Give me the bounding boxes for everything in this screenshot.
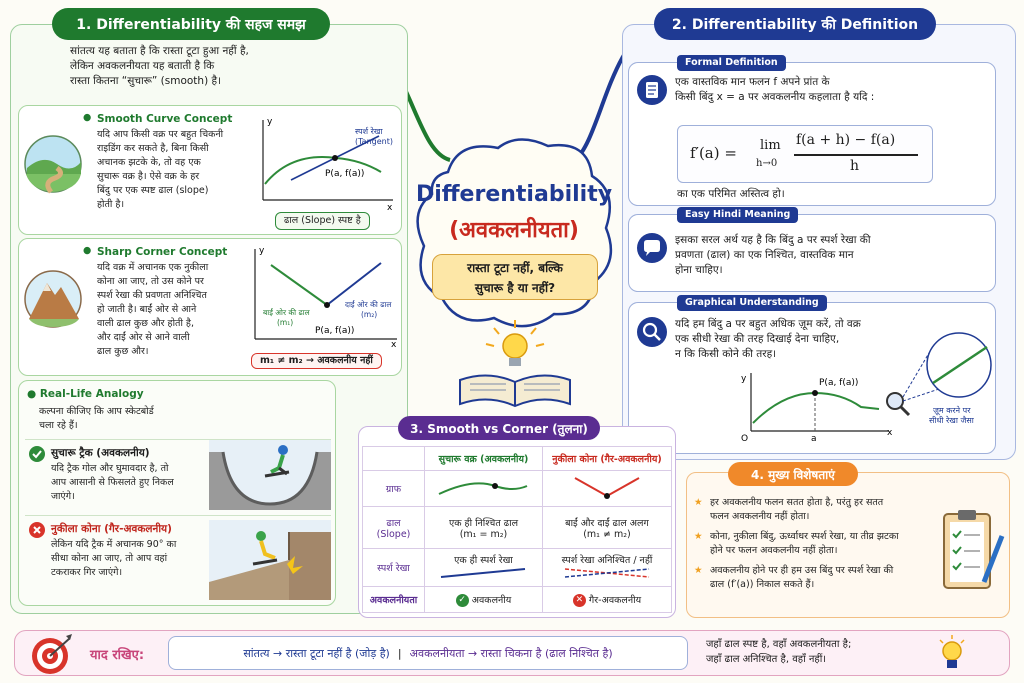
remember-part2: अवकलनीयता → रास्ता चिकना है (ढाल निश्चित है) [409,646,613,660]
svg-text:(m₂): (m₂) [361,310,378,319]
feature-list [694,496,934,592]
remember-box [168,636,688,670]
crossed-tangent-lines [557,566,657,580]
svg-text:स्पर्श रेखा: स्पर्श रेखा [355,127,383,136]
svg-text:P(a, f(a)): P(a, f(a)) [315,326,355,336]
good-track-title: सुचारू ट्रैक (अवकलनीय) [51,447,150,459]
svg-text:ज़ूम करने पर: ज़ूम करने पर [933,406,971,415]
svg-text:x: x [391,340,397,349]
star-icon: ★ [694,565,703,576]
svg-text:x: x [887,428,893,438]
analogy-intro: कल्पना कीजिए कि आप स्केटबोर्ड चला रहे हैं। [39,406,154,431]
formal-after: का एक परिमित अस्तित्व हो। [677,188,785,200]
remember-sep: | [397,646,402,660]
mountain-icon [23,269,83,329]
bad-track-item [25,515,331,603]
section2-heading: 2. Differentiability की Definition [654,8,936,40]
formula-denominator: h [850,158,860,174]
good-track-text: यदि ट्रैक गोल और घुमावदार है, तो आप आसानी से फिसलते हुए निकल जाएंगे। [51,463,174,502]
analogy-box [18,380,336,606]
feature-item: ★ हर अवकलनीय फलन सतत होता है, परंतु हर सतत फलन अवकलनीय नहीं होता। [694,497,884,522]
sharp-graph [241,243,401,349]
cross-circle-icon [29,522,45,538]
smooth-title: Smooth Curve Concept [97,113,233,125]
cell-slope-corner: बाईं और दाईं ढाल अलग (m₁ ≠ m₂) [542,507,671,549]
cell-graph-smooth [425,471,543,507]
cross-icon: ✕ [573,594,586,607]
cell-tangent-corner: स्पर्श रेखा अनिश्चित / नहीं [542,549,671,587]
center-question: रास्ता टूटा नहीं, बल्कि सुचारू है या नहीं? [432,254,598,300]
sharp-corner-box [18,238,402,376]
svg-text:(m₁): (m₁) [277,318,294,327]
formula-lhs: f′(a) = [690,144,737,162]
single-tangent-line [433,566,533,580]
formal-definition-box [628,57,996,206]
zoom-graph [737,327,995,451]
bad-track-text: लेकिन यदि ट्रैक में अचानक 90° का सीधा कोना आ जाए, तो आप वहां टकराकर गिर जाएंगे। [51,539,177,578]
hindi-meaning-box [628,209,996,292]
sharp-text: यदि वक्र में अचानक एक नुकीला कोना आ जाए, तो उस कोने पर स्पर्श रेखा की प्रवणता अनिश्चित हो जाती है। बाईं ओर से आने वाली ढाल कुछ और होती है, और दाईं ओर से आने वाली ढाल कुछ और। [97,262,209,357]
svg-text:y: y [741,374,747,384]
sharp-caption: m₁ ≠ m₂ → अवकलनीय नहीं [251,353,382,369]
remember-part1: सांतत्य → रास्ता टूटा नहीं है (जोड़ है) [243,646,390,660]
smooth-text: यदि आप किसी वक्र पर बहुत चिकनी राइडिंग कर सकते है, बिना किसी अचानक झटके के, तो वह एक सुचारू वक्र है। ऐसे वक्र के हर बिंदु पर एक स्पष्ट ढाल (slope) होती है। [97,129,224,210]
row-tangent: स्पर्श रेखा [363,549,425,587]
corner-mini-graph [557,474,657,500]
section3-heading: 3. Smooth vs Corner (तुलना) [398,416,600,440]
svg-text:x: x [387,203,393,212]
section4-heading: 4. मुख्य विशेषताएं [728,462,858,486]
col-smooth: सुचारू वक्र (अवकलनीय) [425,447,543,471]
target-icon [30,632,74,676]
graphical-box [628,297,996,454]
remember-right: जहाँ ढाल स्पष्ट है, वहाँ अवकलनीयता है; जहाँ ढाल अनिश्चित है, वहाँ नहीं। [706,639,852,665]
formula-fraction-bar [794,154,918,156]
section1-intro: सांतत्य यह बताता है कि रास्ता टूटा हुआ नहीं है, लेकिन अवकलनीयता यह बताती है कि रास्ता कितना “सुचारू” (smooth) है। [70,45,249,87]
document-icon [637,75,667,105]
graphical-title: Graphical Understanding [677,295,827,311]
sharp-bullet: ● [83,245,92,256]
row-diff: अवकलनीयता [363,587,425,613]
check-icon: ✓ [456,594,469,607]
center-title-en: Differentiability [415,182,613,207]
formal-title: Formal Definition [677,55,786,71]
smooth-mini-graph [433,474,533,500]
smooth-graph [251,112,399,212]
magnifier-icon [637,317,667,347]
sharp-title: Sharp Corner Concept [97,246,228,258]
chat-bubble-icon [637,233,667,263]
svg-text:दाईं ओर की ढाल: दाईं ओर की ढाल [345,300,392,309]
graphical-text: यदि हम बिंदु a पर बहुत अधिक ज़ूम करें, तो वक्र एक सीधी रेखा की तरह दिखाई देना चाहिए, न कि किसी कोने की तरह। [675,318,861,360]
feature-item: ★ कोना, नुकीला बिंदु, ऊर्ध्वाधर स्पर्श रेखा, या तीव्र झटका होने पर फलन अवकलनीय नहीं होता। [694,531,899,556]
formula-lim: lim [760,138,781,153]
star-icon: ★ [694,497,703,508]
cell-slope-smooth: एक ही निश्चित ढाल (m₁ = m₂) [425,507,543,549]
smooth-curve-box [18,105,402,235]
cell-diff-corner: ✕ गैर-अवकलनीय [542,587,671,613]
svg-text:(Tangent): (Tangent) [355,137,393,146]
smooth-bullet: ● [83,112,92,123]
section1-heading: 1. Differentiability की सहज समझ [52,8,330,40]
svg-text:y: y [267,117,273,127]
bad-track-title: नुकीला कोना (गैर-अवकलनीय) [51,523,172,535]
hindi-text: इसका सरल अर्थ यह है कि बिंदु a पर स्पर्श रेखा की प्रवणता (ढाल) का एक निश्चित, वास्तविक मान होना चाहिए। [675,234,871,276]
row-slope: ढाल (Slope) [363,507,425,549]
comparison-table [362,446,672,614]
formula-box [677,125,933,183]
book-bulb-icon [454,318,576,410]
halfpipe-skater-image [209,440,331,510]
lightbulb-icon [934,634,970,674]
formal-text: एक वास्तविक मान फलन f अपने प्रांत के किसी बिंदु x = a पर अवकलनीय कहलाता है यदि : [675,76,875,103]
svg-text:P(a, f(a)): P(a, f(a)) [325,169,365,179]
corner-crash-skater-image [209,520,331,600]
svg-text:y: y [259,246,265,256]
hindi-title: Easy Hindi Meaning [677,207,798,223]
star-icon: ★ [694,531,703,542]
analogy-title: ● Real-Life Analogy [27,388,144,400]
svg-text:P(a, f(a)): P(a, f(a)) [819,378,859,388]
cell-tangent-smooth: एक ही स्पर्श रेखा [425,549,543,587]
cell-diff-smooth: ✓ अवकलनीय [425,587,543,613]
col-corner: नुकीला कोना (गैर-अवकलनीय) [542,447,671,471]
formula-numerator: f(a + h) − f(a) [796,132,896,148]
check-circle-icon [29,446,45,462]
cell-graph-corner [542,471,671,507]
center-title-hi: (अवकलनीयता) [449,218,579,243]
smooth-caption: ढाल (Slope) स्पष्ट है [275,212,370,230]
landscape-road-icon [23,134,83,194]
formula-lim-sub: h→0 [756,158,778,169]
svg-text:सीधी रेखा जैसा: सीधी रेखा जैसा [929,416,974,425]
row-graph: ग्राफ [363,471,425,507]
feature-item: ★ अवकलनीय होने पर ही हम उस बिंदु पर स्पर्श रेखा की ढाल (f′(a)) निकाल सकते हैं। [694,565,894,590]
good-track-item [25,439,331,511]
svg-text:a: a [811,434,817,444]
svg-text:बाईं ओर की ढाल: बाईं ओर की ढाल [263,308,310,317]
svg-text:O: O [741,434,749,444]
remember-label: याद रखिए: [90,648,145,663]
clipboard-checklist-icon [940,506,1006,592]
